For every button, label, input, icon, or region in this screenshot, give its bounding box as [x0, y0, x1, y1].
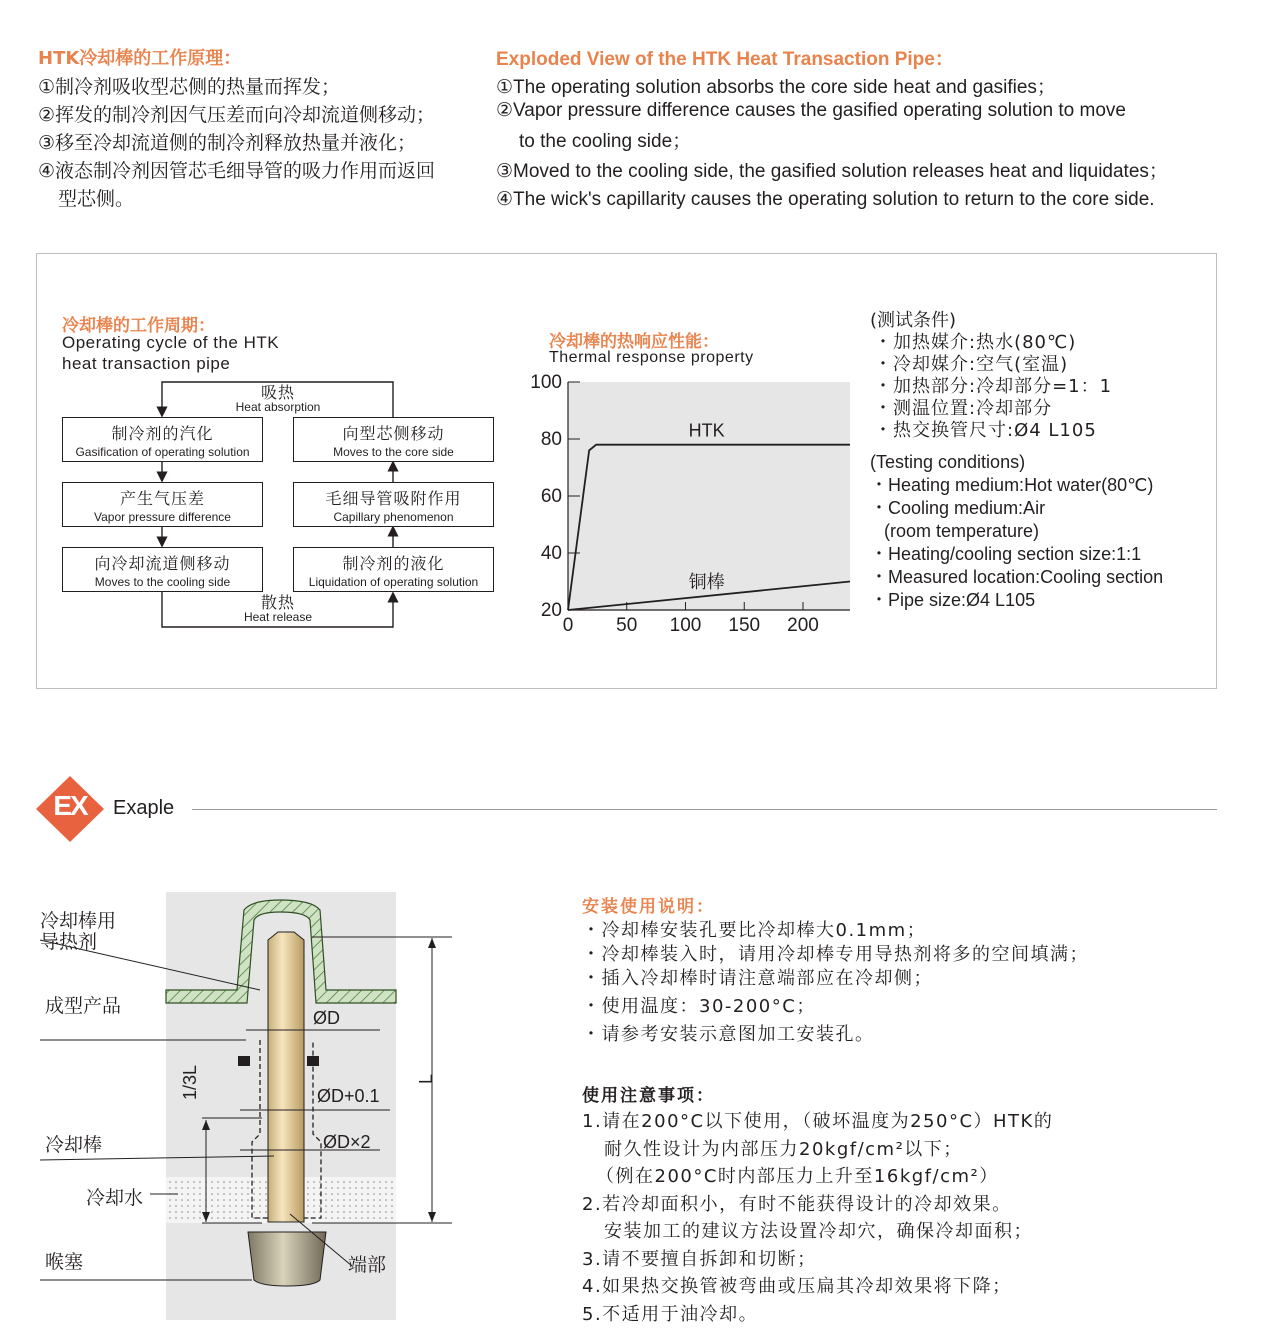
x-tick-label: 150 [728, 615, 761, 636]
dim-d: ØD [313, 1008, 340, 1028]
test-cn-item: ・加热媒介:热水(80℃) [874, 332, 1077, 353]
test-cn-item: ・冷却媒介:空气(室温) [874, 354, 1069, 375]
note-line: 3.请不要擅自拆卸和切断； [582, 1248, 817, 1270]
test-en-item: ・Heating/cooling section size:1:1 [870, 544, 1142, 564]
heat-absorption-cn: 吸热 [260, 383, 295, 402]
label-heat-paste-line: 导热剂 [40, 931, 98, 953]
cooling-rod [268, 932, 304, 1222]
cycle-title-en: heat transaction pipe [62, 354, 231, 373]
install-item: ・插入冷却棒时请注意端部应在冷却侧； [582, 968, 933, 989]
label-molded-product: 成型产品 [45, 995, 122, 1017]
cycle-box-cn: 毛细导管吸附作用 [325, 489, 462, 508]
heat-absorption-label [228, 385, 328, 415]
x-tick-label: 200 [787, 615, 819, 636]
note-line: 2.若冷却面积小，有时不能获得设计的冷却效果。 [582, 1193, 1012, 1215]
note-line: 耐久性设计为内部压力20kgf/cm²以下； [604, 1138, 963, 1160]
cycle-box-en: Liquidation of operating solution [308, 575, 479, 589]
test-cn-title: (测试条件) [870, 310, 957, 331]
cycle-box-en: Moves to the cooling side [94, 575, 231, 589]
y-tick-label: 20 [540, 600, 562, 621]
dim-d-plus: ØD+0.1 [317, 1086, 380, 1106]
note-line: 5.不适用于油冷却。 [582, 1303, 759, 1325]
cycle-box-cn: 向冷却流道侧移动 [94, 554, 231, 573]
cycle-box-cn: 制冷剂的汽化 [111, 424, 214, 443]
dim-d-times: ØD×2 [323, 1132, 371, 1152]
y-tick-label: 40 [540, 543, 562, 564]
cycle-box-capillary [293, 482, 494, 527]
test-en-item: (room temperature) [884, 521, 1040, 541]
principle-en-line: to the cooling side； [519, 131, 692, 152]
principle-cn-line: 型芯侧。 [58, 188, 135, 210]
label-tip: 端部 [348, 1254, 387, 1276]
principle-en-title: Exploded View of the HTK Heat Transaction Pipe： [496, 49, 954, 70]
note-line: 1.请在200°C以下使用，（破坏温度为250°C）HTK的 [582, 1111, 1054, 1132]
heat-absorption-en: Heat absorption [235, 400, 321, 414]
htk-series-label: HTK [688, 420, 725, 441]
label-heat-paste [40, 911, 116, 953]
test-cn-item: ・测温位置:冷却部分 [874, 398, 1053, 419]
cycle-box-cn: 向型芯侧移动 [342, 424, 445, 443]
cycle-box-vapor-pressure [62, 482, 263, 527]
test-cn-item: ・加热部分:冷却部分=1：1 [874, 376, 1113, 397]
copper-series-label: 铜棒 [688, 571, 725, 592]
o-ring [307, 1056, 319, 1066]
test-en-item: ・Cooling medium:Air [870, 498, 1046, 518]
test-conditions-en [870, 451, 1163, 612]
principle-cn-line: ③移至冷却流道侧的制冷剂释放热量并液化； [38, 132, 417, 154]
test-conditions [870, 310, 1112, 442]
principle-cn-line: ②挥发的制冷剂因气压差而向冷却流道侧移动； [38, 104, 436, 126]
label-cooling-rod: 冷却棒 [45, 1134, 103, 1156]
thermal-title-en: Thermal response property [549, 349, 754, 366]
thermal-chart [500, 370, 860, 640]
y-tick-label: 60 [540, 486, 562, 507]
principle-en-line: ②Vapor pressure difference causes the gasified operating solution to move [496, 100, 1126, 121]
plug [248, 1232, 326, 1286]
principle-cn-title: HTK冷却棒的工作原理： [38, 48, 242, 69]
y-tick-label: 100 [530, 372, 562, 393]
cycle-title-cn: 冷却棒的工作周期： [62, 316, 215, 336]
install-item: ・使用温度：30-200°C； [582, 996, 816, 1017]
install-list [582, 919, 1089, 1047]
test-en-item: ・Heating medium:Hot water(80℃) [870, 475, 1154, 495]
heat-release-cn: 散热 [260, 593, 295, 612]
cycle-title-en: Operating cycle of the HTK [62, 333, 280, 352]
install-title: 安装使用说明： [582, 897, 715, 917]
note-line: 4.如果热交换管被弯曲或压扁其冷却效果将下降； [582, 1276, 1012, 1297]
o-ring [238, 1056, 250, 1066]
x-tick-label: 50 [616, 615, 638, 636]
example-rule [192, 809, 1217, 810]
cycle-box-en: Moves to the core side [333, 445, 454, 459]
test-en-item: ・Pipe size:Ø4 L105 [870, 590, 1036, 610]
note-line: （例在200°C时内部压力上升至16kgf/cm²） [596, 1166, 999, 1187]
thermal-title-cn: 冷却棒的热响应性能： [549, 332, 719, 352]
heat-release-en: Heat release [243, 610, 313, 624]
cycle-box-cn: 制冷剂的液化 [342, 554, 445, 573]
y-tick-label: 80 [540, 429, 562, 450]
cycle-box-en: Capillary phenomenon [333, 510, 454, 524]
cycle-box-en: Vapor pressure difference [94, 510, 231, 524]
label-cooling-water: 冷却水 [86, 1187, 144, 1209]
cycle-box-cn: 产生气压差 [119, 489, 205, 508]
principle-cn-line: ④液态制冷剂因管芯毛细导管的吸力作用而返回 [38, 160, 436, 182]
dim-l: L [416, 1073, 436, 1084]
test-en-item: ・Measured location:Cooling section [870, 567, 1164, 587]
x-tick-label: 100 [669, 615, 702, 636]
cycle-box-en: Gasification of operating solution [75, 445, 250, 459]
test-en-title: (Testing conditions) [870, 452, 1026, 472]
dim-third-l: 1/3L [180, 1064, 200, 1100]
notes-list [582, 1108, 1053, 1328]
notes-title: 使用注意事项： [582, 1086, 715, 1106]
x-tick-label: 0 [562, 615, 574, 636]
cycle-box-core-side [293, 417, 494, 462]
install-item: ・冷却棒装入时，请用冷却棒专用导热剂将多的空间填满； [582, 944, 1089, 965]
test-cn-item: ・热交换管尺寸:Ø4 L105 [874, 420, 1097, 441]
ex-badge-text: EX [53, 790, 87, 821]
cycle-box-liquidation [293, 547, 494, 592]
label-heat-paste-line: 冷却棒用 [40, 910, 117, 932]
principle-en-line: ④The wick's capillarity causes the operating solution to return to the core side. [496, 189, 1155, 210]
install-item: ・冷却棒安装孔要比冷却棒大0.1mm； [582, 920, 927, 941]
example-label: Exaple [113, 797, 175, 819]
note-line: 安装加工的建议方法设置冷却穴，确保冷却面积； [604, 1221, 1033, 1242]
cycle-box-cooling-side [62, 547, 263, 592]
cycle-box-gasification [62, 417, 263, 462]
principle-cn-line: ①制冷剂吸收型芯侧的热量而挥发； [38, 76, 341, 98]
heat-release-label [228, 595, 328, 625]
principle-en-line: ③Moved to the cooling side, the gasified solution releases heat and liquidates； [496, 161, 1168, 182]
install-item: ・请参考安装示意图加工安装孔。 [582, 1024, 875, 1045]
label-plug: 喉塞 [45, 1251, 84, 1273]
principle-en-line: ①The operating solution absorbs the core side heat and gasifies； [496, 77, 1056, 98]
